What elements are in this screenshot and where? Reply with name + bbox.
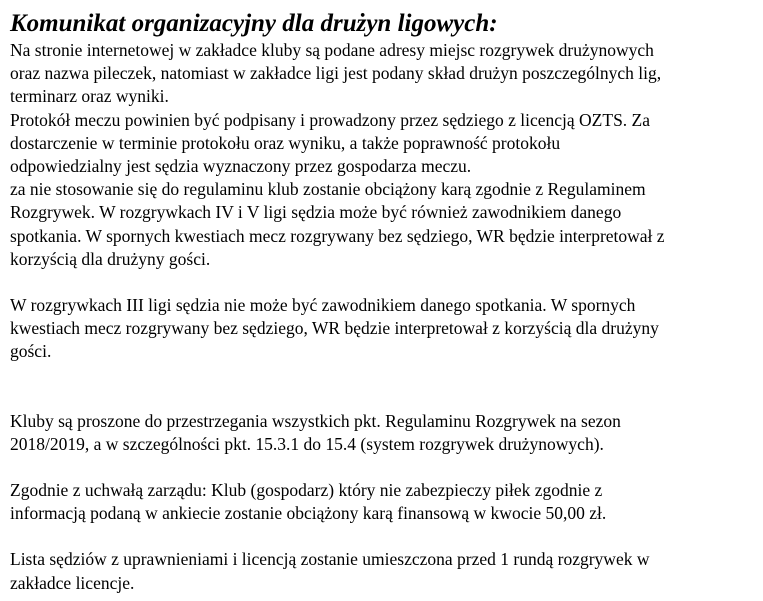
paragraph-venues — [10, 39, 763, 271]
text-line: spotkania. W spornych kwestiach mecz rozgrywany bez sędziego, WR będzie interpretował z — [10, 225, 665, 246]
text-line: Protokół meczu powinien być podpisany i prowadzony przez sędziego z licencją OZTS. Za — [10, 109, 651, 130]
text-line: Rozgrywek. W rozgrywkach IV i V ligi sędzia może być również zawodnikiem danego — [10, 202, 622, 223]
text-line: Zgodnie z uchwałą zarządu: Klub (gospodarz) który nie zabezpieczy piłek zgodnie z — [10, 480, 603, 501]
text-line: za nie stosowanie się do regulaminu klub zostanie obciążony karą zgodnie z Regulaminem — [10, 179, 646, 200]
spacer — [10, 364, 763, 410]
spacer — [10, 456, 763, 479]
text-line: Kluby są proszone do przestrzegania wszystkich pkt. Regulaminu Rozgrywek na sezon — [10, 410, 621, 431]
text-line: korzyścią dla drużyny gości. — [10, 248, 211, 269]
text-line: dostarczenie w terminie protokołu oraz wyniku, a także poprawność protokołu — [10, 132, 561, 153]
text-line: 2018/2019, a w szczególności pkt. 15.3.1 do 15.4 (system rozgrywek drużynowych). — [10, 433, 604, 454]
text-line: zakładce licencje. — [10, 572, 135, 593]
paragraph-regulations — [10, 410, 763, 456]
text-line: terminarz oraz wyniki. — [10, 86, 169, 107]
paragraph-league-three — [10, 294, 763, 364]
text-line: W rozgrywkach III ligi sędzia nie może być zawodnikiem danego spotkania. W spornych — [10, 295, 636, 316]
announcement-title: Komunikat organizacyjny dla drużyn ligowych: — [10, 10, 498, 37]
text-line: informacją podaną w ankiecie zostanie obciążony karą finansową w kwocie 50,00 zł. — [10, 503, 607, 524]
text-line: Lista sędziów z uprawnieniami i licencją zostanie umieszczona przed 1 rundą rozgrywek w — [10, 549, 650, 570]
text-line: Na stronie internetowej w zakładce kluby są podane adresy miejsc rozgrywek drużynowych — [10, 40, 654, 60]
text-line: oraz nazwa pileczek, natomiast w zakładce ligi jest podany skład drużyn poszczególnych lig, — [10, 63, 662, 84]
text-line: kwestiach mecz rozgrywany bez sędziego, WR będzie interpretował z korzyścią dla drużyny — [10, 318, 659, 339]
spacer — [10, 525, 763, 548]
spacer — [10, 271, 763, 294]
text-line: gości. — [10, 341, 52, 362]
text-line: odpowiedzialny jest sędzia wyznaczony przez gospodarza meczu. — [10, 156, 472, 177]
paragraph-board-resolution — [10, 479, 763, 525]
paragraph-referees-list — [10, 548, 763, 594]
